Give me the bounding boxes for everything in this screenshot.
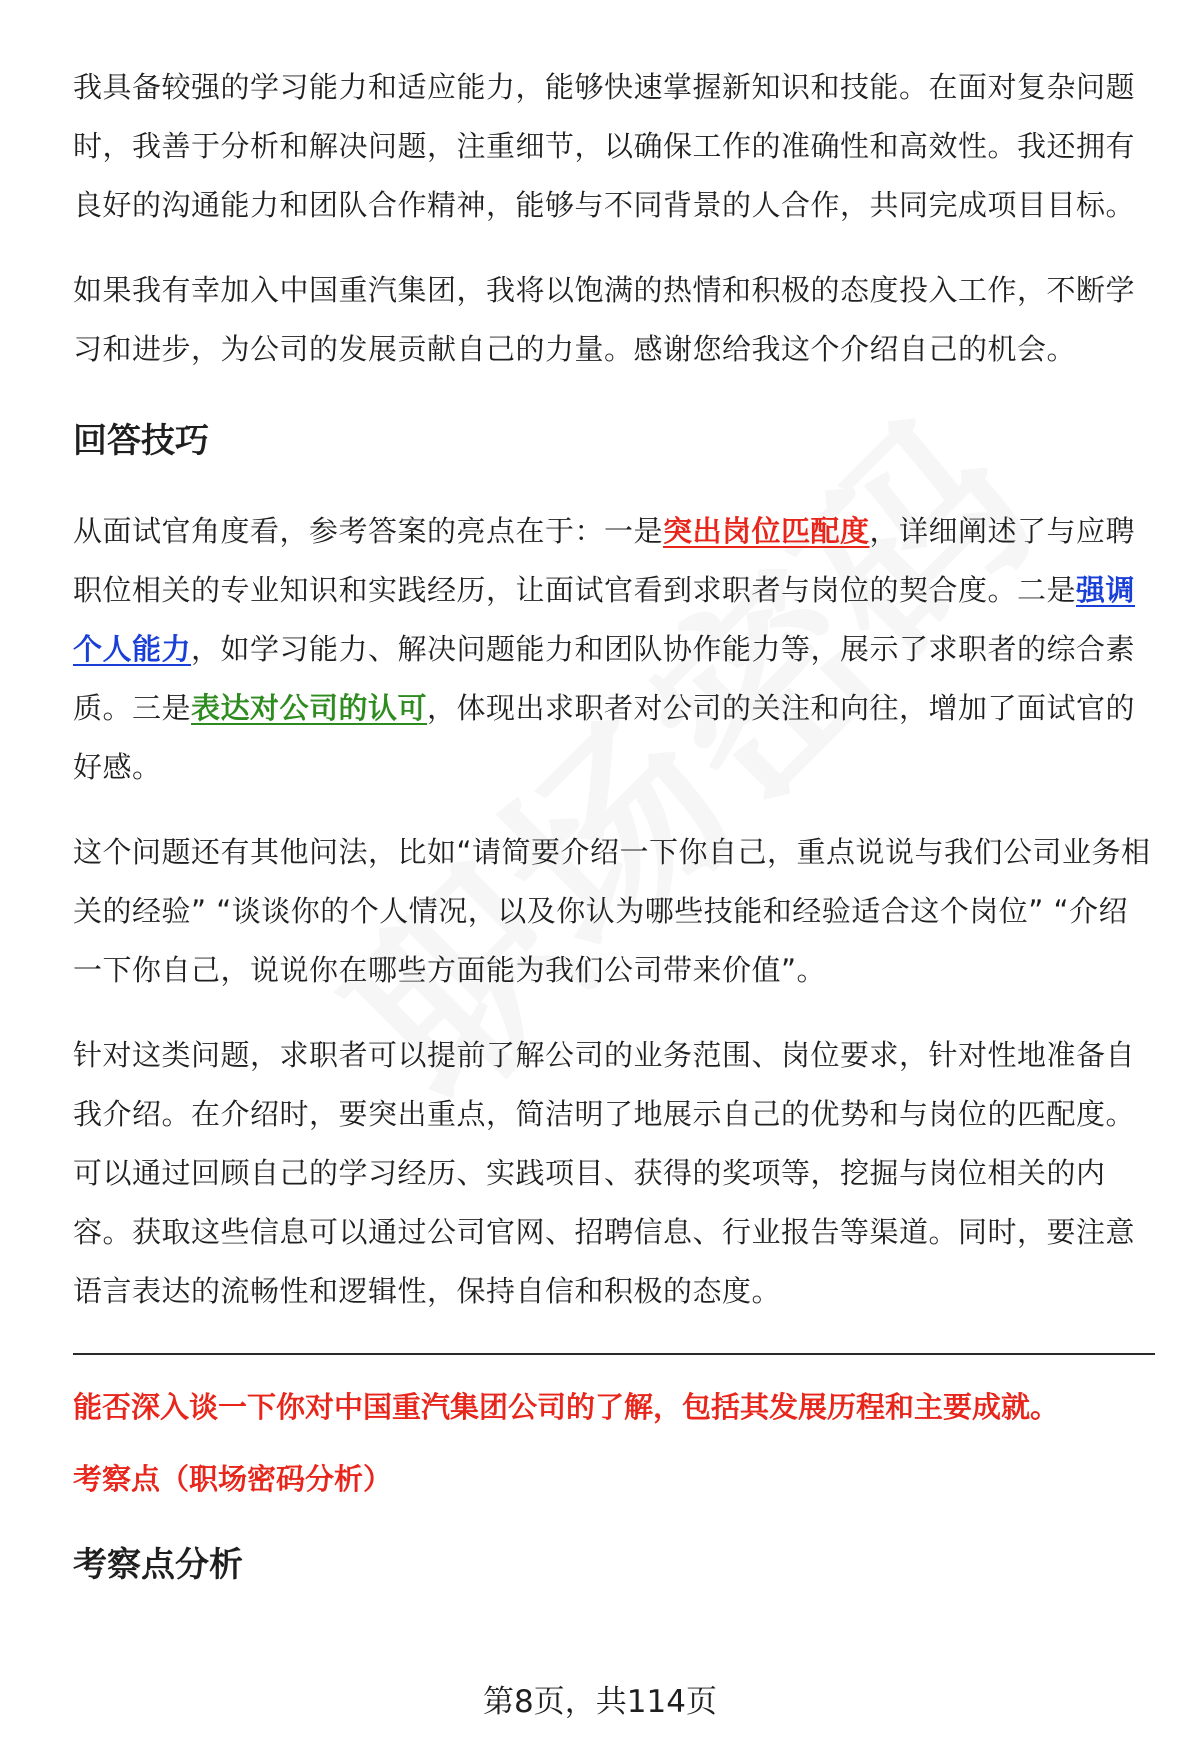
highlight-company-recognition: 表达对公司的认可 xyxy=(191,691,428,725)
exam-point-label: 考察点（职场密码分析） xyxy=(73,1462,393,1496)
paragraph-abilities: 我具备较强的学习能力和适应能力，能够快速掌握新知识和技能。在面对复杂问题时，我善于分析和解决问题，注重细节，以确保工作的准确性和高效性。我还拥有良好的沟通能力和团队合作精神，能够与不同背景的人合作，共同完成项目目标。 xyxy=(73,70,1136,222)
analysis-heading: 考察点分析 xyxy=(73,1545,243,1585)
paragraph-closing: 如果我有幸加入中国重汽集团，我将以饱满的热情和积极的态度投入工作，不断学习和进步，为公司的发展贡献自己的力量。感谢您给我这个介绍自己的机会。 xyxy=(73,273,1136,366)
tips-text-1: 从面试官角度看，参考答案的亮点在于：一是 xyxy=(73,514,664,548)
highlight-job-match: 突出岗位匹配度 xyxy=(663,514,870,548)
section-divider xyxy=(73,1353,1155,1355)
page-number: 第8页，共114页 xyxy=(483,1684,717,1720)
paragraph-tips-highlights xyxy=(73,502,1153,797)
paragraph-alternative-questions: 这个问题还有其他问法，比如“请简要介绍一下你自己，重点说说与我们公司业务相关的经验” “谈谈你的个人情况，以及你认为哪些技能和经验适合这个岗位” “介绍一下你自己，说说你在哪些方面能为我们公司带来价值”。 xyxy=(73,835,1151,987)
tips-text-3: ，如学习能力、解决问题能力和团队协作能力等，展示了求职者的综合素质。三是 xyxy=(73,632,1136,725)
section-heading-answer-tips: 回答技巧 xyxy=(73,421,209,461)
tips-text-2: ，详细阐述了与应聘职位相关的专业知识和实践经历，让面试官看到求职者与岗位的契合度。二是 xyxy=(73,514,1136,607)
tips-text-4: ，体现出求职者对公司的关注和向往，增加了面试官的好感。 xyxy=(73,691,1136,784)
document-page xyxy=(73,58,1153,1589)
highlight-personal-ability: 强调个人能力 xyxy=(73,573,1136,666)
paragraph-preparation-advice: 针对这类问题，求职者可以提前了解公司的业务范围、岗位要求，针对性地准备自我介绍。在介绍时，要突出重点，简洁明了地展示自己的优势和与岗位的匹配度。可以通过回顾自己的学习经历、实践项目、获得的奖项等，挖掘与岗位相关的内容。获取这些信息可以通过公司官网、招聘信息、行业报告等渠道。同时，要注意语言表达的流畅性和逻辑性，保持自信和积极的态度。 xyxy=(73,1038,1136,1308)
next-question: 能否深入谈一下你对中国重汽集团公司的了解，包括其发展历程和主要成就。 xyxy=(73,1390,1060,1424)
